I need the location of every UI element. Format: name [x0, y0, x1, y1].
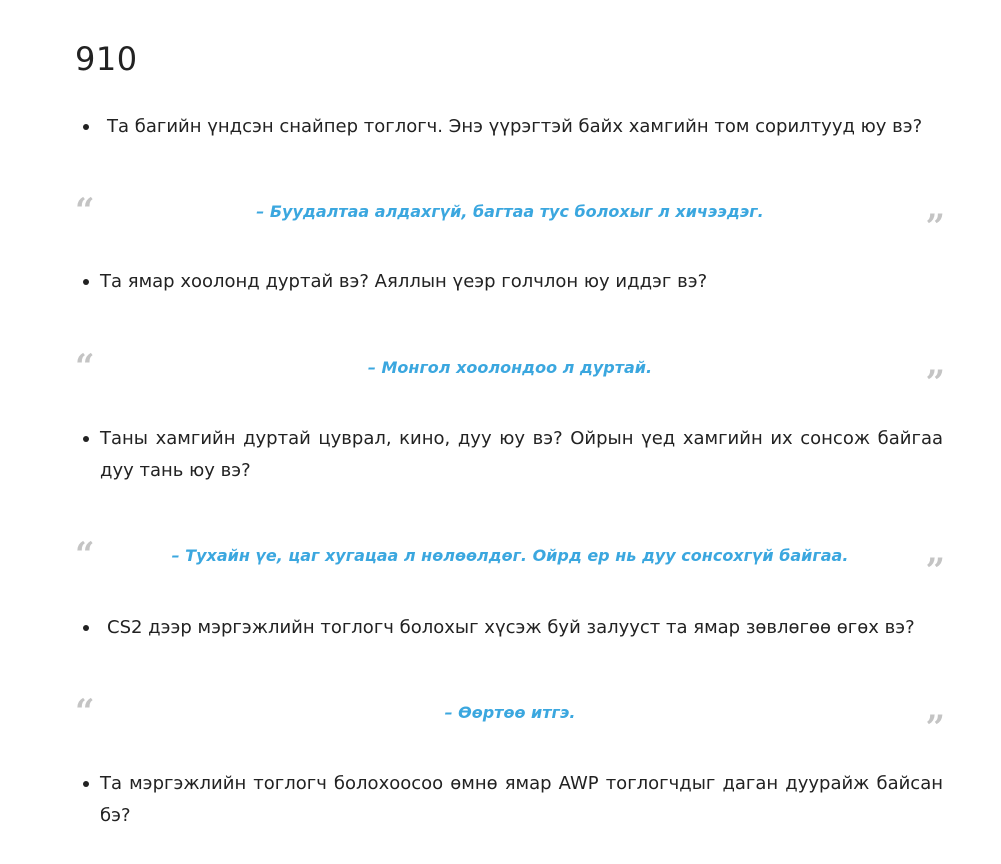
answer-quote: [75, 692, 945, 748]
bullet-icon: [83, 781, 89, 787]
close-quote-icon: ”: [925, 207, 945, 247]
bullet-icon: [83, 124, 89, 130]
answer-text: – Монгол хоолондоо л дуртай.: [367, 358, 653, 377]
bullet-icon: [83, 279, 89, 285]
answer-quote: [75, 191, 945, 247]
list-item-question: [100, 111, 943, 143]
close-quote-icon: ”: [925, 551, 945, 591]
bullet-icon: [83, 436, 89, 442]
answer-quote: [75, 347, 945, 403]
open-quote-icon: “: [75, 347, 95, 387]
bullet-icon: [83, 625, 89, 631]
answer-text: – Өөртөө итгэ.: [444, 703, 576, 722]
open-quote-icon: “: [75, 692, 95, 732]
close-quote-icon: ”: [925, 363, 945, 403]
answer-text: – Буудалтаа алдахгүй, багтаа тус болохыг л хичээдэг.: [256, 202, 764, 221]
page-title: 910: [75, 40, 138, 78]
open-quote-icon: “: [75, 191, 95, 231]
question-text: Та ямар хоолонд дуртай вэ? Аяллын үеэр голчлон юу иддэг вэ?: [100, 271, 708, 292]
list-item-question: [100, 768, 943, 832]
question-text: Таны хамгийн дуртай цуврал, кино, дуу юу вэ? Ойрын үед хамгийн их сонсож байгаа дуу тань юу вэ?: [100, 428, 943, 481]
answer-quote: [75, 535, 945, 591]
answer-text: – Тухайн үе, цаг хугацаа л нөлөөлдөг. Ойрд ер нь дуу сонсохгүй байгаа.: [171, 546, 849, 565]
close-quote-icon: ”: [925, 708, 945, 748]
question-text: Та багийн үндсэн снайпер тоглогч. Энэ үүрэгтэй байх хамгийн том сорилтууд юу вэ?: [107, 116, 923, 137]
list-item-question: [100, 266, 943, 298]
list-item-question: [100, 612, 943, 644]
question-text: Та мэргэжлийн тоглогч болохоосоо өмнө ямар AWP тоглогчдыг даган дуурайж байсан бэ?: [100, 773, 943, 826]
question-text: CS2 дээр мэргэжлийн тоглогч болохыг хүсэж буй залууст та ямар зөвлөгөө өгөх вэ?: [107, 617, 915, 638]
open-quote-icon: “: [75, 535, 95, 575]
list-item-question: [100, 423, 943, 487]
